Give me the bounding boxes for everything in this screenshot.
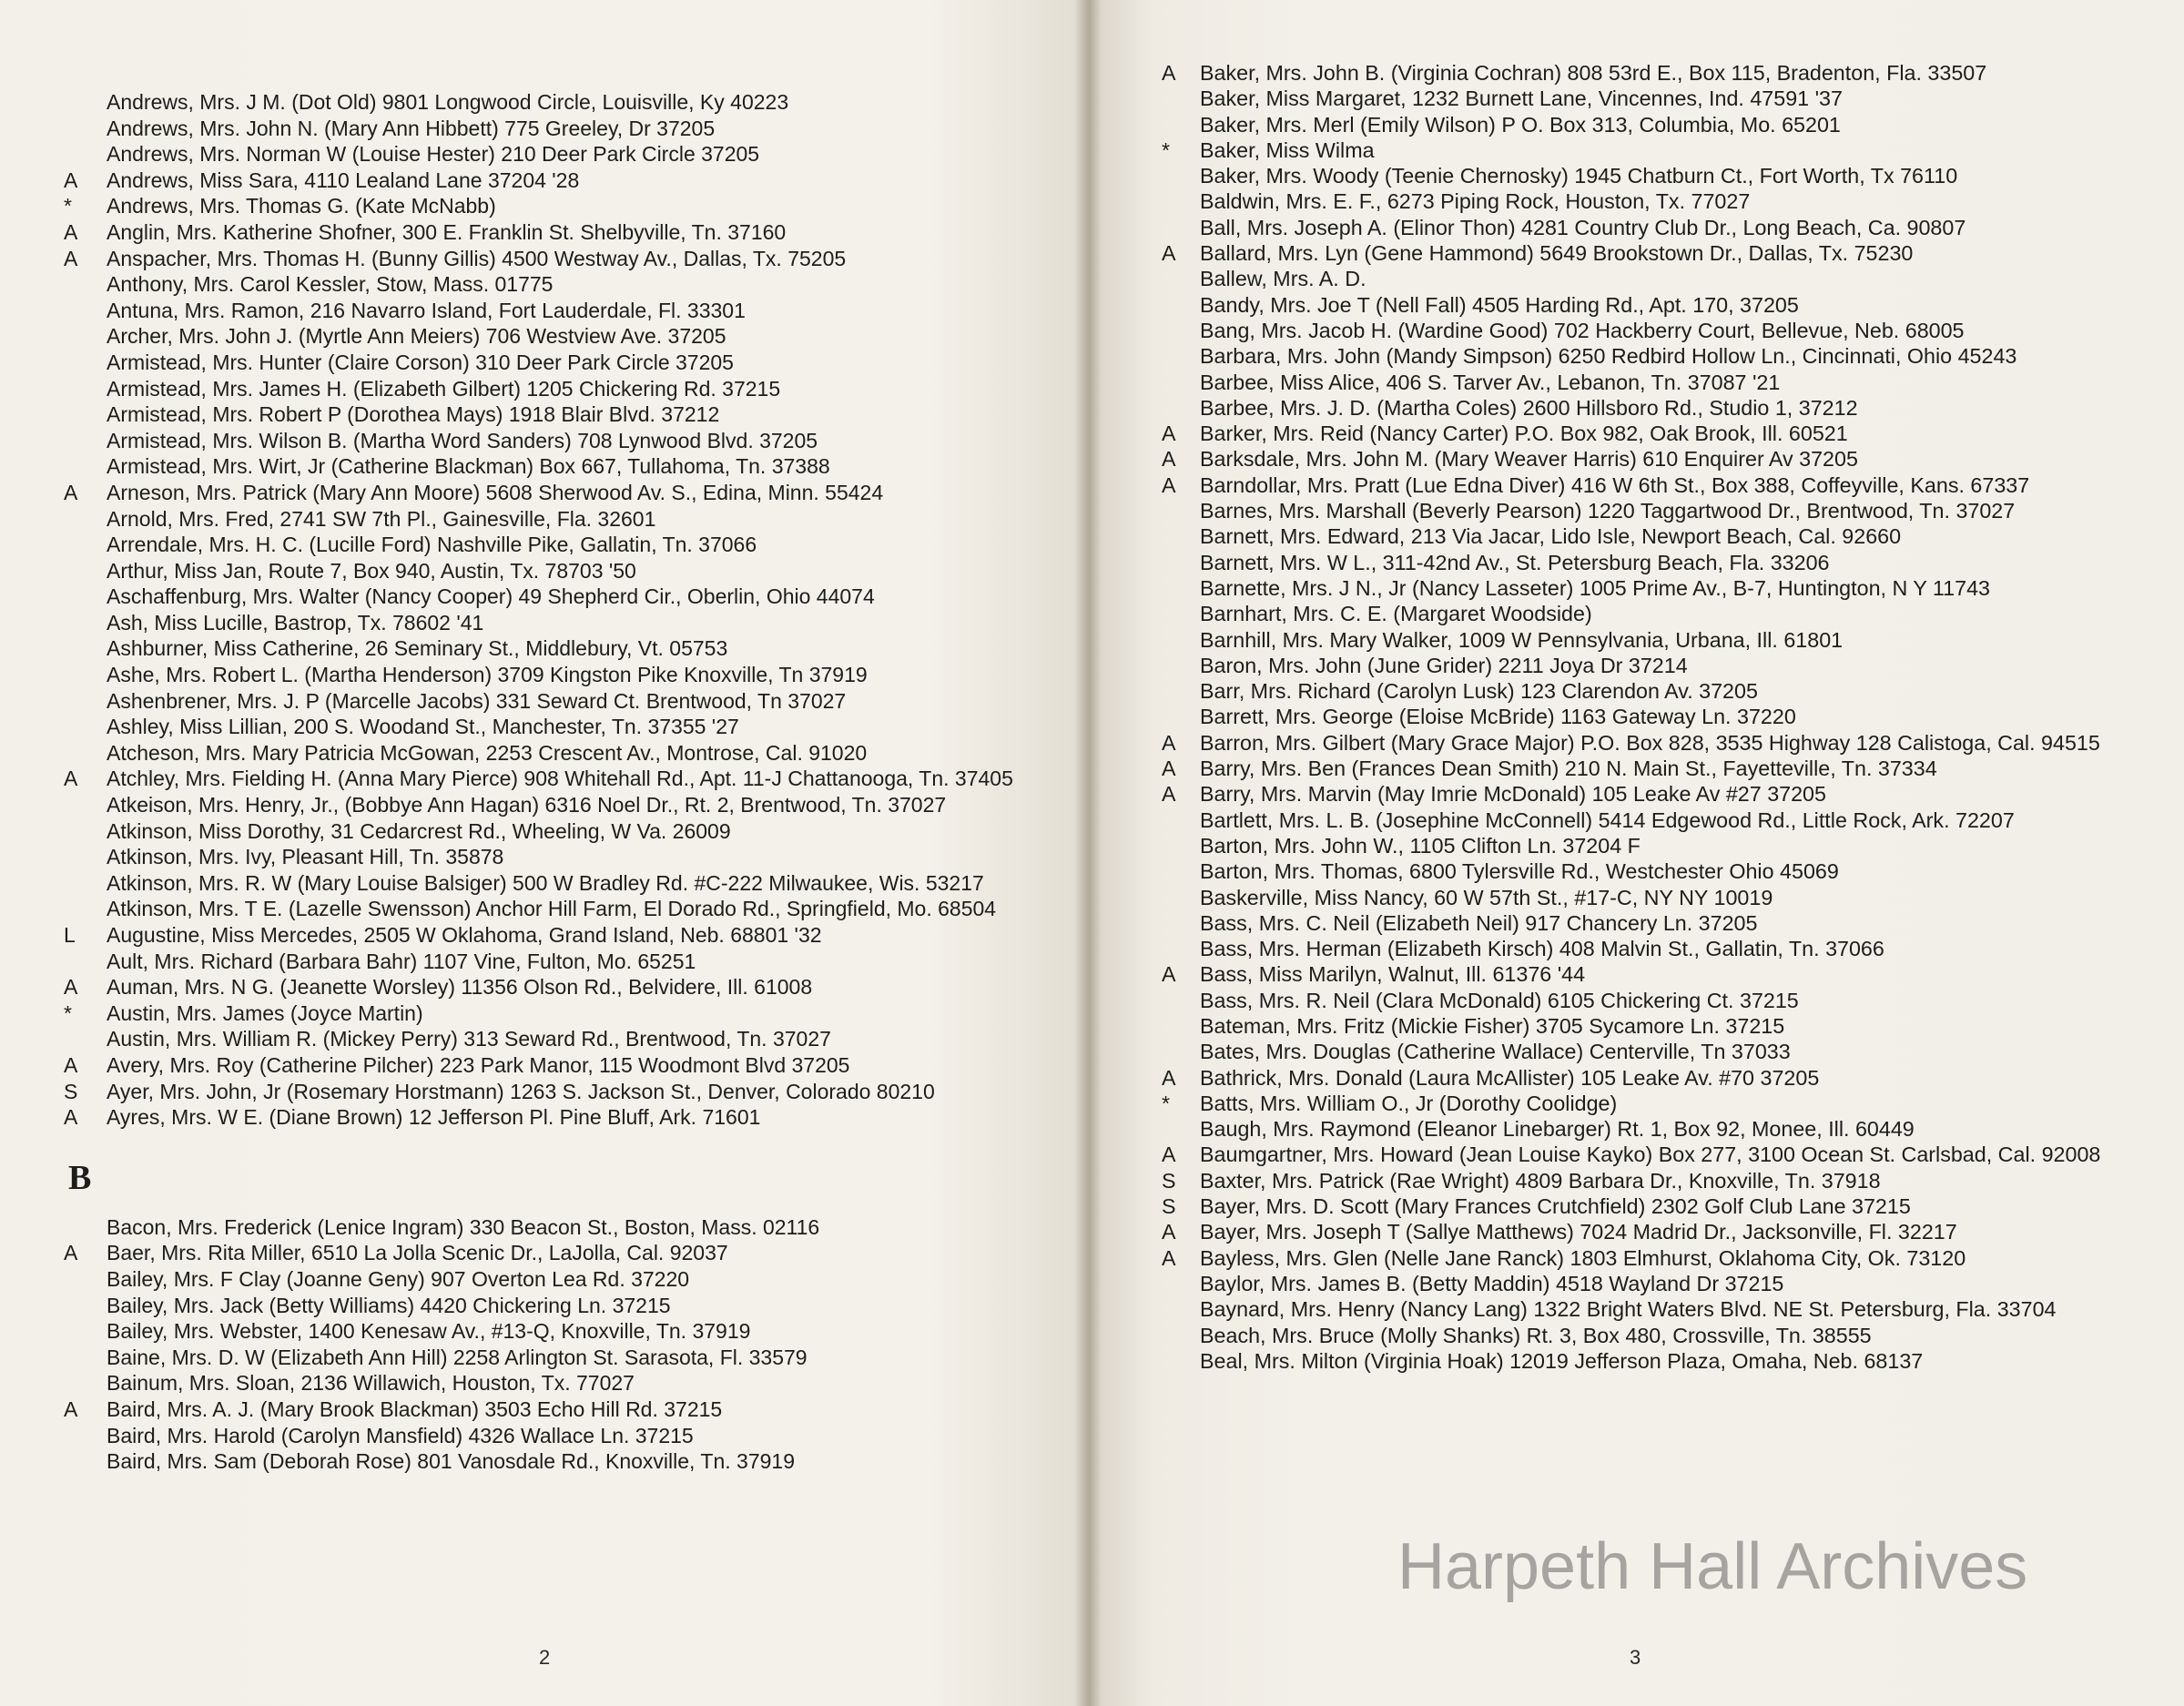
entry-text: Bayless, Mrs. Glen (Nelle Jane Ranck) 1803 Elmhurst, Oklahoma City, Ok. 73120: [1200, 1245, 1966, 1270]
directory-entry: [64, 350, 1074, 376]
entry-text: Ayres, Mrs. W E. (Diane Brown) 12 Jefferson Pl. Pine Bluff, Ark. 71601: [107, 1105, 761, 1130]
directory-entry: [1162, 858, 2172, 884]
entry-text: Ashe, Mrs. Robert L. (Martha Henderson) 3709 Kingston Pike Knoxville, Tn 37919: [107, 663, 868, 687]
directory-entry: [1162, 266, 2172, 291]
entry-text: Baker, Mrs. John B. (Virginia Cochran) 808 53rd E., Box 115, Bradenton, Fla. 33507: [1200, 61, 1987, 85]
entry-text: Bates, Mrs. Douglas (Catherine Wallace) Centerville, Tn 37033: [1200, 1040, 1791, 1064]
directory-entry: [1162, 1013, 2172, 1039]
directory-entry: [1162, 421, 2172, 446]
directory-entry: [1162, 756, 2172, 781]
directory-entry: [1162, 163, 2172, 188]
entry-text: Augustine, Miss Mercedes, 2505 W Oklahoma, Grand Island, Neb. 68801 '32: [107, 923, 822, 947]
left-page: [0, 0, 1089, 1706]
directory-entry: [1162, 446, 2172, 472]
directory-entry: [64, 298, 1074, 324]
directory-entry: [64, 116, 1074, 142]
directory-entry: [1162, 1091, 2172, 1116]
entry-text: Barnett, Mrs. W L., 311-42nd Av., St. Petersburg Beach, Fla. 33206: [1200, 550, 1830, 574]
membership-code: A: [1162, 241, 1176, 266]
entry-text: Barnett, Mrs. Edward, 213 Via Jacar, Lido Isle, Newport Beach, Cal. 92660: [1200, 524, 1902, 549]
membership-code: S: [1162, 1194, 1176, 1219]
membership-code: A: [1162, 730, 1176, 755]
directory-entry: [1162, 498, 2172, 523]
membership-code: A: [1162, 421, 1176, 446]
membership-code: A: [64, 975, 78, 1000]
directory-entry: [64, 922, 1074, 949]
directory-entry: [1162, 627, 2172, 653]
directory-entry: [64, 1396, 1074, 1423]
entry-text: Ash, Miss Lucille, Bastrop, Tx. 78602 '41: [107, 610, 484, 635]
directory-entry: [64, 1214, 1074, 1241]
directory-entry: [64, 193, 1074, 219]
directory-entry: [64, 532, 1074, 558]
directory-entry: [1162, 1116, 2172, 1142]
membership-code: *: [64, 1000, 72, 1025]
directory-entry: [64, 714, 1074, 740]
entry-text: Archer, Mrs. John J. (Myrtle Ann Meiers) 706 Westview Ave. 37205: [107, 324, 726, 349]
entry-text: Auman, Mrs. N G. (Jeanette Worsley) 11356 Olson Rd., Belvidere, Ill. 61008: [107, 975, 813, 1000]
directory-entry: [1162, 961, 2172, 987]
entry-text: Armistead, Mrs. Wirt, Jr (Catherine Blackman) Box 667, Tullahoma, Tn. 37388: [107, 454, 830, 479]
membership-code: A: [64, 480, 78, 504]
membership-code: A: [1162, 447, 1176, 472]
entry-text: Ayer, Mrs. John, Jr (Rosemary Horstmann) 1263 S. Jackson St., Denver, Colorado 80210: [107, 1079, 935, 1103]
entry-text: Bang, Mrs. Jacob H. (Wardine Good) 702 Hackberry Court, Bellevue, Neb. 68005: [1200, 318, 1965, 342]
directory-entry: [64, 635, 1074, 662]
entry-text: Anglin, Mrs. Katherine Shofner, 300 E. Franklin St. Shelbyville, Tn. 37160: [107, 219, 787, 244]
directory-entry: [64, 584, 1074, 610]
entry-text: Baumgartner, Mrs. Howard (Jean Louise Kayko) Box 277, 3100 Ocean St. Carlsbad, Cal. 92008: [1200, 1142, 2101, 1167]
membership-code: A: [64, 246, 78, 270]
membership-code: A: [64, 1396, 78, 1421]
membership-code: A: [1162, 1142, 1176, 1167]
directory-entry: [1162, 1348, 2172, 1374]
entry-text: Bass, Mrs. Herman (Elizabeth Kirsch) 408 Malvin St., Gallatin, Tn. 37066: [1200, 937, 1884, 961]
entry-text: Baynard, Mrs. Henry (Nancy Lang) 1322 Bright Waters Blvd. NE St. Petersburg, Fla. 33704: [1200, 1297, 2057, 1322]
membership-code: *: [64, 194, 72, 218]
directory-entry: [64, 271, 1074, 298]
directory-entry: [1162, 188, 2172, 214]
entry-text: Baugh, Mrs. Raymond (Eleanor Linebarger) Rt. 1, Box 92, Monee, Ill. 60449: [1200, 1117, 1915, 1142]
directory-entry: [1162, 1168, 2172, 1193]
directory-entry: [1162, 910, 2172, 936]
entry-text: Atcheson, Mrs. Mary Patricia McGowan, 2253 Crescent Av., Montrose, Cal. 91020: [107, 740, 868, 765]
directory-entry: [1162, 833, 2172, 858]
directory-entry: [1162, 601, 2172, 626]
entry-text: Beach, Mrs. Bruce (Molly Shanks) Rt. 3, Box 480, Crossville, Tn. 38555: [1200, 1323, 1872, 1347]
directory-entry: [64, 740, 1074, 767]
entry-text: Andrews, Mrs. J M. (Dot Old) 9801 Longwood Circle, Louisville, Ky 40223: [107, 90, 789, 114]
directory-entry: [1162, 1271, 2172, 1296]
directory-entry: [1162, 1323, 2172, 1348]
entry-text: Atkinson, Mrs. R. W (Mary Louise Balsiger) 500 W Bradley Rd. #C-222 Milwaukee, Wis. 53217: [107, 870, 984, 895]
directory-entry: [64, 1448, 1074, 1475]
directory-entry: [64, 1240, 1074, 1266]
directory-entry: [1162, 1193, 2172, 1219]
entry-text: Bayer, Mrs. D. Scott (Mary Frances Crutchfield) 2302 Golf Club Lane 37215: [1200, 1194, 1911, 1219]
directory-entry: [64, 323, 1074, 350]
membership-code: A: [64, 219, 78, 244]
entry-text: Bacon, Mrs. Frederick (Lenice Ingram) 330 Beacon St., Boston, Mass. 02116: [107, 1214, 820, 1239]
membership-code: A: [1162, 782, 1176, 807]
directory-entry: [1162, 60, 2172, 86]
directory-entry: [1162, 1219, 2172, 1244]
membership-code: A: [64, 1052, 78, 1077]
directory-entry: [64, 89, 1074, 116]
entry-text: Andrews, Mrs. Norman W (Louise Hester) 210 Deer Park Circle 37205: [107, 142, 760, 167]
entry-text: Baskerville, Miss Nancy, 60 W 57th St., #17-C, NY NY 10019: [1200, 885, 1773, 909]
entry-text: Barbara, Mrs. John (Mandy Simpson) 6250 Redbird Hollow Ln., Cincinnati, Ohio 45243: [1200, 344, 2017, 369]
directory-entry: [64, 662, 1074, 688]
entry-text: Ashley, Miss Lillian, 200 S. Woodand St., Manchester, Tn. 37355 '27: [107, 715, 739, 739]
entry-text: Bass, Mrs. C. Neil (Elizabeth Neil) 917 Chancery Ln. 37205: [1200, 910, 1758, 935]
directory-entry: [1162, 343, 2172, 369]
directory-entry: [64, 1052, 1074, 1079]
entry-text: Barbee, Mrs. J. D. (Martha Coles) 2600 Hillsboro Rd., Studio 1, 37212: [1200, 395, 1858, 420]
entry-text: Andrews, Mrs. John N. (Mary Ann Hibbett) 775 Greeley, Dr 37205: [107, 116, 716, 140]
entry-text: Barton, Mrs. Thomas, 6800 Tylersville Rd., Westchester Ohio 45069: [1200, 859, 1839, 884]
archive-watermark: Harpeth Hall Archives: [1397, 1530, 2028, 1603]
entry-text: Barron, Mrs. Gilbert (Mary Grace Major) P.O. Box 828, 3535 Highway 128 Calistoga, Cal. 94515: [1200, 730, 2100, 755]
right-page: [1089, 0, 2184, 1706]
entry-text: Barton, Mrs. John W., 1105 Clifton Ln. 37204 F: [1200, 833, 1641, 858]
directory-entry: [1162, 807, 2172, 833]
entry-text: Armistead, Mrs. Robert P (Dorothea Mays) 1918 Blair Blvd. 37212: [107, 402, 720, 427]
entry-text: Armistead, Mrs. Hunter (Claire Corson) 310 Deer Park Circle 37205: [107, 350, 734, 374]
entry-text: Andrews, Miss Sara, 4110 Lealand Lane 37204 '28: [107, 168, 580, 192]
entry-text: Atkeison, Mrs. Henry, Jr., (Bobbye Ann Hagan) 6316 Noel Dr., Rt. 2, Brentwood, Tn. 37027: [107, 793, 947, 817]
entry-text: Baker, Mrs. Merl (Emily Wilson) P O. Box 313, Columbia, Mo. 65201: [1200, 112, 1841, 137]
entry-text: Barnette, Mrs. J N., Jr (Nancy Lasseter) 1005 Prime Av., B-7, Huntington, N Y 11743: [1200, 575, 1990, 600]
entry-text: Barksdale, Mrs. John M. (Mary Weaver Harris) 610 Enquirer Av 37205: [1200, 447, 1858, 472]
directory-entry: [64, 870, 1074, 897]
directory-entry: [64, 453, 1074, 480]
membership-code: A: [1162, 1245, 1176, 1270]
directory-entry: [64, 766, 1074, 792]
entry-text: Baine, Mrs. D. W (Elizabeth Ann Hill) 2258 Arlington St. Sarasota, Fl. 33579: [107, 1345, 808, 1369]
entry-text: Bailey, Mrs. Webster, 1400 Kenesaw Av., #13-Q, Knoxville, Tn. 37919: [107, 1319, 751, 1344]
entry-text: Armistead, Mrs. James H. (Elizabeth Gilbert) 1205 Chickering Rd. 37215: [107, 376, 781, 401]
directory-entry: [64, 219, 1074, 246]
entry-text: Barnhart, Mrs. C. E. (Margaret Woodside): [1200, 602, 1592, 626]
entries-list-right: [1162, 60, 2172, 1374]
entry-text: Armistead, Mrs. Wilson B. (Martha Word Sanders) 708 Lynwood Blvd. 37205: [107, 428, 818, 452]
directory-entry: [64, 401, 1074, 428]
membership-code: A: [1162, 757, 1176, 781]
directory-entry: [1162, 137, 2172, 163]
entry-text: Beal, Mrs. Milton (Virginia Hoak) 12019 Jefferson Plaza, Omaha, Neb. 68137: [1200, 1348, 1924, 1373]
membership-code: A: [1162, 472, 1176, 497]
entry-text: Atkinson, Miss Dorothy, 31 Cedarcrest Rd., Wheeling, W Va. 26009: [107, 818, 731, 843]
entry-text: Anthony, Mrs. Carol Kessler, Stow, Mass. 01775: [107, 272, 554, 297]
directory-entry: [64, 376, 1074, 402]
directory-entry: [1162, 936, 2172, 961]
entry-text: Baldwin, Mrs. E. F., 6273 Piping Rock, Houston, Tx. 77027: [1200, 189, 1751, 214]
directory-entry: [64, 1318, 1074, 1345]
entry-text: Aschaffenburg, Mrs. Walter (Nancy Cooper) 49 Shepherd Cir., Oberlin, Ohio 44074: [107, 584, 875, 609]
directory-entry: [64, 792, 1074, 818]
directory-entry: [1162, 86, 2172, 111]
entry-text: Barnes, Mrs. Marshall (Beverly Pearson) 1220 Taggartwood Dr., Brentwood, Tn. 37027: [1200, 499, 2016, 523]
directory-entry: [64, 428, 1074, 454]
entry-text: Bass, Miss Marilyn, Walnut, Ill. 61376 '44: [1200, 962, 1586, 987]
directory-entry: [64, 1423, 1074, 1449]
entry-text: Bailey, Mrs. Jack (Betty Williams) 4420 Chickering Ln. 37215: [107, 1293, 671, 1317]
directory-entry: [64, 1293, 1074, 1319]
entry-text: Baron, Mrs. John (June Grider) 2211 Joya Dr 37214: [1200, 653, 1688, 677]
directory-entry: [1162, 318, 2172, 343]
directory-entry: [64, 610, 1074, 636]
entry-text: Baird, Mrs. A. J. (Mary Brook Blackman) 3503 Echo Hill Rd. 37215: [107, 1396, 723, 1421]
directory-entry: [1162, 550, 2172, 575]
membership-code: *: [1162, 137, 1171, 162]
directory-entry: [1162, 112, 2172, 137]
entry-text: Atchley, Mrs. Fielding H. (Anna Mary Pierce) 908 Whitehall Rd., Apt. 11-J Chattanooga, Tn. 37405: [107, 767, 1013, 791]
directory-entry: [64, 1370, 1074, 1396]
entry-text: Bateman, Mrs. Fritz (Mickie Fisher) 3705 Sycamore Ln. 37215: [1200, 1013, 1785, 1038]
entry-text: Batts, Mrs. William O., Jr (Dorothy Coolidge): [1200, 1091, 1618, 1115]
membership-code: A: [64, 1105, 78, 1130]
entry-text: Barry, Mrs. Ben (Frances Dean Smith) 210 N. Main St., Fayetteville, Tn. 37334: [1200, 757, 1937, 781]
directory-entry: [1162, 1142, 2172, 1167]
book-gutter: [1074, 0, 1102, 1706]
entry-text: Baer, Mrs. Rita Miller, 6510 La Jolla Scenic Dr., LaJolla, Cal. 92037: [107, 1241, 728, 1265]
entry-text: Anspacher, Mrs. Thomas H. (Bunny Gillis) 4500 Westway Av., Dallas, Tx. 75205: [107, 246, 847, 270]
directory-entry: [1162, 395, 2172, 421]
entry-text: Baxter, Mrs. Patrick (Rae Wright) 4809 Barbara Dr., Knoxville, Tn. 37918: [1200, 1168, 1881, 1193]
entry-text: Arrendale, Mrs. H. C. (Lucille Ford) Nashville Pike, Gallatin, Tn. 37066: [107, 533, 757, 557]
membership-code: *: [1162, 1091, 1171, 1115]
membership-code: S: [64, 1079, 78, 1103]
section-heading-letter: B: [68, 1158, 92, 1197]
membership-code: L: [64, 923, 76, 947]
entry-text: Ashenbrener, Mrs. J. P (Marcelle Jacobs) 331 Seward Ct. Brentwood, Tn 37027: [107, 688, 847, 713]
entry-text: Bass, Mrs. R. Neil (Clara McDonald) 6105 Chickering Ct. 37215: [1200, 988, 1799, 1012]
entry-text: Barker, Mrs. Reid (Nancy Carter) P.O. Box 982, Oak Brook, Ill. 60521: [1200, 421, 1848, 446]
directory-entry: [64, 168, 1074, 194]
directory-entry: [64, 558, 1074, 584]
directory-entry: [64, 141, 1074, 168]
entry-text: Austin, Mrs. James (Joyce Martin): [107, 1000, 423, 1025]
entries-list-a: [64, 89, 1074, 1475]
directory-entry: [1162, 1296, 2172, 1322]
entry-text: Ball, Mrs. Joseph A. (Elinor Thon) 4281 Country Club Dr., Long Beach, Ca. 90807: [1200, 215, 1966, 239]
directory-entry: [1162, 885, 2172, 910]
directory-entry: [64, 688, 1074, 715]
directory-entry: [1162, 472, 2172, 498]
directory-entry: [64, 1345, 1074, 1371]
directory-entry: [1162, 215, 2172, 240]
directory-entry: [64, 844, 1074, 870]
directory-entry: [64, 1026, 1074, 1052]
membership-code: A: [1162, 61, 1176, 85]
directory-entry: [64, 506, 1074, 533]
page-number-right: 3: [1630, 1646, 1641, 1669]
directory-entry: [64, 949, 1074, 975]
directory-entry: [1162, 292, 2172, 318]
entry-text: Barr, Mrs. Richard (Carolyn Lusk) 123 Clarendon Av. 37205: [1200, 679, 1758, 704]
entry-text: Ault, Mrs. Richard (Barbara Bahr) 1107 Vine, Fulton, Mo. 65251: [107, 949, 696, 973]
page-number-left: 2: [539, 1646, 551, 1669]
entry-text: Andrews, Mrs. Thomas G. (Kate McNabb): [107, 194, 496, 218]
directory-entry: [1162, 1039, 2172, 1064]
directory-entry: [1162, 240, 2172, 266]
entry-text: Baird, Mrs. Sam (Deborah Rose) 801 Vanosdale Rd., Knoxville, Tn. 37919: [107, 1449, 795, 1474]
membership-code: A: [1162, 1065, 1176, 1090]
entry-text: Bathrick, Mrs. Donald (Laura McAllister) 105 Leake Av. #70 37205: [1200, 1065, 1820, 1090]
entry-text: Arneson, Mrs. Patrick (Mary Ann Moore) 5608 Sherwood Av. S., Edina, Minn. 55424: [107, 480, 884, 504]
entry-text: Bayer, Mrs. Joseph T (Sallye Matthews) 7024 Madrid Dr., Jacksonville, Fl. 32217: [1200, 1220, 1957, 1244]
directory-entry: [1162, 523, 2172, 549]
directory-entry: [1162, 575, 2172, 601]
directory-entry: [1162, 1065, 2172, 1091]
section-heading-b: [64, 1131, 1074, 1214]
directory-entry: [64, 1079, 1074, 1105]
membership-code: A: [64, 1241, 78, 1265]
directory-entry: [64, 1266, 1074, 1293]
entry-text: Arnold, Mrs. Fred, 2741 SW 7th Pl., Gainesville, Fla. 32601: [107, 506, 656, 531]
entry-text: Antuna, Mrs. Ramon, 216 Navarro Island, Fort Lauderdale, Fl. 33301: [107, 298, 746, 322]
directory-entry: [64, 1104, 1074, 1131]
entry-text: Ballew, Mrs. A. D.: [1200, 267, 1366, 291]
directory-entry: [1162, 1245, 2172, 1271]
directory-entry: [1162, 653, 2172, 678]
entry-text: Atkinson, Mrs. Ivy, Pleasant Hill, Tn. 35878: [107, 845, 504, 869]
entry-text: Baker, Miss Margaret, 1232 Burnett Lane, Vincennes, Ind. 47591 '37: [1200, 86, 1843, 111]
entry-text: Barnhill, Mrs. Mary Walker, 1009 W Pennsylvania, Urbana, Ill. 61801: [1200, 627, 1844, 652]
entry-text: Austin, Mrs. William R. (Mickey Perry) 313 Seward Rd., Brentwood, Tn. 37027: [107, 1027, 831, 1051]
membership-code: A: [64, 767, 78, 791]
entry-text: Arthur, Miss Jan, Route 7, Box 940, Austin, Tx. 78703 '50: [107, 558, 636, 583]
membership-code: A: [1162, 962, 1176, 987]
directory-entry: [1162, 781, 2172, 807]
entry-text: Bartlett, Mrs. L. B. (Josephine McConnell) 5414 Edgewood Rd., Little Rock, Ark. 72207: [1200, 807, 2015, 832]
directory-entry: [1162, 704, 2172, 729]
directory-entry: [64, 896, 1074, 922]
entry-text: Baird, Mrs. Harold (Carolyn Mansfield) 4326 Wallace Ln. 37215: [107, 1423, 694, 1447]
directory-entry: [64, 480, 1074, 506]
entry-text: Bandy, Mrs. Joe T (Nell Fall) 4505 Harding Rd., Apt. 170, 37205: [1200, 292, 1799, 317]
entry-text: Ashburner, Miss Catherine, 26 Seminary St., Middlebury, Vt. 05753: [107, 636, 728, 661]
membership-code: S: [1162, 1168, 1176, 1193]
entry-text: Baker, Miss Wilma: [1200, 137, 1375, 162]
directory-entry: [64, 974, 1074, 1000]
directory-entry: [1162, 370, 2172, 395]
directory-entry: [64, 818, 1074, 845]
entry-text: Avery, Mrs. Roy (Catherine Pilcher) 223 Park Manor, 115 Woodmont Blvd 37205: [107, 1052, 850, 1077]
entry-text: Ballard, Mrs. Lyn (Gene Hammond) 5649 Brookstown Dr., Dallas, Tx. 75230: [1200, 241, 1914, 266]
entry-text: Barbee, Miss Alice, 406 S. Tarver Av., Lebanon, Tn. 37087 '21: [1200, 370, 1781, 394]
entry-text: Barrett, Mrs. George (Eloise McBride) 1163 Gateway Ln. 37220: [1200, 705, 1796, 729]
directory-entry: [64, 1000, 1074, 1027]
membership-code: A: [64, 168, 78, 192]
entry-text: Baker, Mrs. Woody (Teenie Chernosky) 1945 Chatburn Ct., Fort Worth, Tx 76110: [1200, 164, 1958, 188]
entry-text: Baylor, Mrs. James B. (Betty Maddin) 4518 Wayland Dr 37215: [1200, 1271, 1784, 1295]
directory-entry: [1162, 988, 2172, 1013]
directory-entry: [1162, 730, 2172, 756]
entry-text: Bailey, Mrs. F Clay (Joanne Geny) 907 Overton Lea Rd. 37220: [107, 1266, 690, 1291]
directory-entry: [1162, 678, 2172, 704]
entry-text: Barndollar, Mrs. Pratt (Lue Edna Diver) 416 W 6th St., Box 388, Coffeyville, Kans. 67337: [1200, 472, 2030, 497]
entry-text: Atkinson, Mrs. T E. (Lazelle Swensson) Anchor Hill Farm, El Dorado Rd., Springfield, Mo. 68504: [107, 897, 997, 921]
directory-entry: [64, 246, 1074, 272]
entry-text: Bainum, Mrs. Sloan, 2136 Willawich, Houston, Tx. 77027: [107, 1371, 635, 1396]
membership-code: A: [1162, 1220, 1176, 1244]
entry-text: Barry, Mrs. Marvin (May Imrie McDonald) 105 Leake Av #27 37205: [1200, 782, 1826, 807]
